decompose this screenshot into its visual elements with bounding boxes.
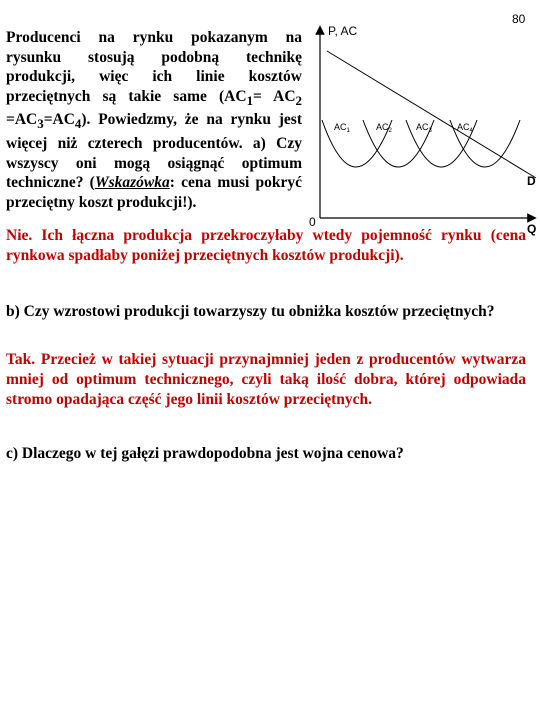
intro-text-4: =AC [43,111,75,129]
y-axis-label: P, AC [328,24,358,38]
ac4-label-main: AC [457,122,470,132]
ac2-label-main: AC [376,122,389,132]
ac2-label-sub: 2 [388,128,392,134]
ac4-label [457,122,474,134]
ac4-label-sub: 4 [469,128,473,134]
intro-text-2: = AC [253,87,296,105]
question-intro [6,28,302,213]
intro-sub-1: 1 [246,92,254,108]
page-number: 80 [512,12,526,26]
answer-b: Tak. Przecież w takiej sytuacji przynajmniej jeden z producentów wytwarza mniej od optimum technicznego, czyli taką ilość dobra, której odpowiada stromo opadająca część jego linii kosztów przeciętnych. [6,351,526,408]
origin-label: 0 [309,215,316,229]
answer-a: Nie. Ich łączna produkcja przekroczyłaby wtedy pojemność rynku (cena rynkowa spadłaby poniżej przeciętnych kosztów produkcji). [6,227,526,264]
ac1-label-sub: 1 [346,128,350,134]
intro-sub-3: 3 [37,116,44,132]
question-intro-text [6,28,302,213]
intro-sub-4: 4 [74,116,82,132]
ac1-label [334,122,351,134]
ac1-label-main: AC [334,122,347,132]
x-axis-label: Q [527,222,537,236]
intro-text-3: =AC [6,111,38,129]
ac3-label [416,122,433,134]
intro-text-6: : cena musi pokryć przeciętny koszt produkcji!). [6,174,302,211]
demand-label: D [527,174,536,188]
intro-text-1: Producenci na rynku pokazanym na rysunku stosują podobną technikę produkcji, więc ich linie kosztów przeciętnych są takie same (AC [6,29,302,105]
intro-sub-2: 2 [295,92,302,108]
hint-label: Wskazówka [94,174,170,192]
intro-text-5: ). Powiedzmy, że na rynku jest więcej niż czterech producentów. a) Czy wszyscy oni mogą osiągnąć optimum techniczne? ( [6,111,302,192]
ac3-label-sub: 3 [428,128,432,134]
demand-curve [327,51,536,178]
question-c: c) Dlaczego w tej gałęzi prawdopodobna jest wojna cenowa? [6,445,404,462]
cost-curves-diagram [300,18,540,240]
question-b: b) Czy wzrostowi produkcji towarzyszy tu obniżka kosztów przeciętnych? [6,303,495,320]
ac3-label-main: AC [416,122,429,132]
